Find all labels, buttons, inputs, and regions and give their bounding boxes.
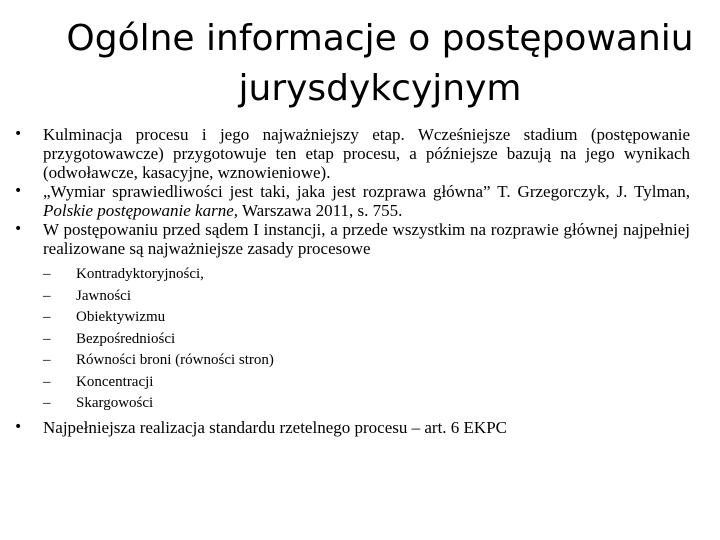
principle-label: Kontradyktoryjności, bbox=[76, 266, 204, 282]
bullet-icon: • bbox=[14, 126, 23, 142]
principle-label: Skargowości bbox=[76, 395, 154, 411]
principles-list bbox=[14, 264, 690, 415]
dash-icon: – bbox=[43, 287, 51, 304]
principle-item bbox=[43, 350, 690, 372]
principle-label: Bezpośredniości bbox=[76, 330, 176, 347]
dash-icon: – bbox=[43, 266, 51, 282]
slide-title-line-1: Ogólne informacje o postępowaniu bbox=[66, 18, 694, 59]
principle-item bbox=[43, 264, 690, 286]
bullet-item bbox=[14, 418, 690, 437]
bullet-item bbox=[14, 220, 690, 258]
principle-label: Jawności bbox=[76, 287, 131, 304]
principle-item bbox=[43, 307, 690, 329]
slide-body bbox=[14, 125, 690, 437]
bullet-text: „Wymiar sprawiedliwości jest taki, jaka jest rozprawa główna” T. Grzegorczyk, J. Tylman, bbox=[43, 182, 690, 201]
bullet-text: W postępowaniu przed sądem I instancji, a przede wszystkim na rozprawie głównej najpełniej realizowane są najważniejsze zasady procesowe bbox=[43, 220, 690, 258]
principle-item bbox=[43, 393, 690, 415]
principle-item bbox=[43, 329, 690, 351]
bullet-item bbox=[14, 182, 690, 220]
bullet-icon: • bbox=[14, 418, 23, 435]
bullet-text: Najpełniejsza realizacja standardu rzetelnego procesu – art. 6 EKPC bbox=[43, 417, 507, 437]
principle-label: Obiektywizmu bbox=[76, 309, 166, 325]
principle-item bbox=[43, 372, 690, 394]
bullet-text-tail: Warszawa 2011, s. 755. bbox=[238, 201, 403, 220]
slide-title-line-2: jurysdykcyjnym bbox=[238, 68, 522, 109]
bullet-item bbox=[14, 125, 690, 182]
slide-title bbox=[40, 14, 720, 114]
bullet-icon: • bbox=[14, 183, 23, 199]
principle-item bbox=[43, 286, 690, 308]
dash-icon: – bbox=[43, 352, 51, 368]
dash-icon: – bbox=[43, 309, 51, 325]
dash-icon: – bbox=[43, 395, 51, 411]
bullet-text-italic: Polskie postępowanie karne, bbox=[43, 201, 238, 220]
dash-icon: – bbox=[43, 373, 51, 390]
bullet-icon: • bbox=[14, 221, 23, 237]
dash-icon: – bbox=[43, 330, 51, 347]
bullet-text: Kulminacja procesu i jego najważniejszy etap. Wcześniejsze stadium (postępowanie przygotowawcze) przygotowuje ten etap procesu, a późniejsze bazują na jego wynikach (odwoławcze, kasacyjne, wznowieniowe). bbox=[43, 125, 690, 182]
principle-label: Koncentracji bbox=[76, 373, 154, 390]
principle-label: Równości broni (równości stron) bbox=[76, 352, 274, 368]
